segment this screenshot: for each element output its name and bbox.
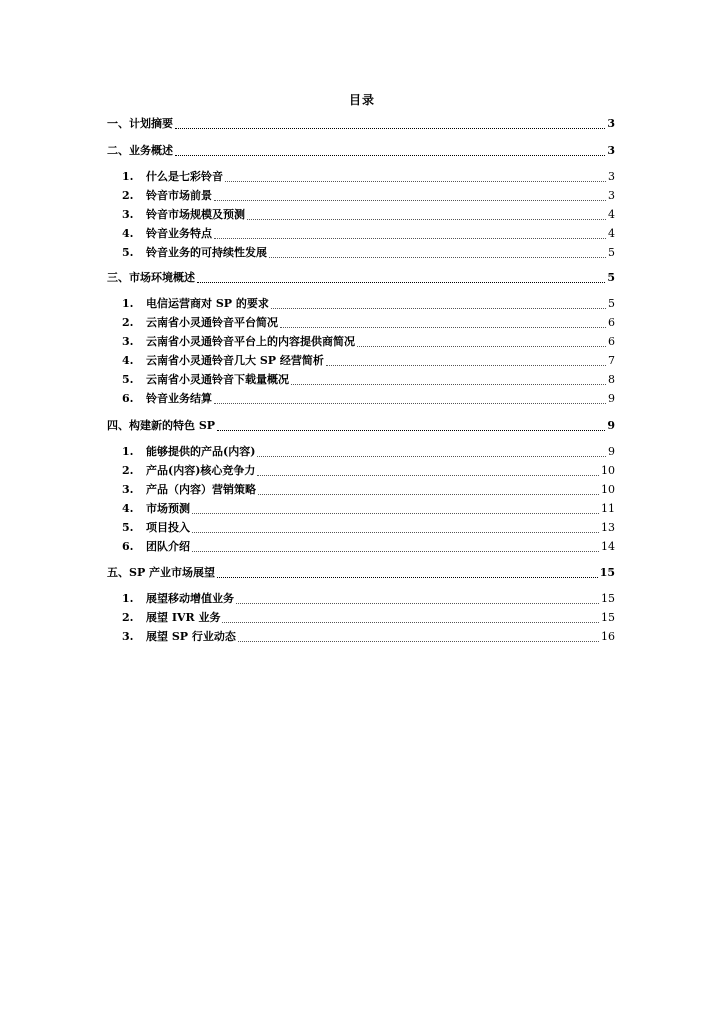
dot-leader (214, 237, 606, 239)
dot-leader (247, 218, 606, 220)
toc-title: 目录 (348, 93, 375, 107)
toc-item-number: 1. (122, 445, 134, 458)
dot-leader (192, 550, 599, 552)
toc-item-number: 1. (122, 297, 134, 310)
toc-page-number: 16 (601, 630, 615, 643)
toc-section[interactable] (107, 418, 615, 434)
toc-page-number: 8 (608, 373, 615, 386)
toc-page-number: 3 (608, 170, 615, 183)
toc-item[interactable] (107, 610, 615, 626)
dot-leader (258, 493, 599, 495)
toc-item-number: 6. (122, 392, 134, 405)
toc-item-label: 铃音业务结算 (146, 392, 212, 405)
dot-leader (175, 127, 605, 129)
toc-item-label: 团队介绍 (146, 540, 190, 553)
toc-item-label: 展望 SP 行业动态 (146, 630, 236, 643)
dot-leader (214, 199, 606, 201)
toc-item-label: 产品(内容)核心竞争力 (146, 464, 256, 477)
toc-item-number: 3. (122, 483, 134, 496)
toc-page-number: 10 (601, 483, 615, 496)
toc-page-number: 15 (601, 592, 615, 605)
toc-item-number: 5. (122, 246, 134, 259)
toc-page-number: 4 (608, 208, 615, 221)
dot-leader (217, 576, 598, 578)
toc-item-number: 5. (122, 521, 134, 534)
toc-item[interactable] (107, 226, 615, 242)
dot-leader (257, 455, 606, 457)
toc-section[interactable] (107, 565, 615, 581)
dot-leader (291, 383, 606, 385)
dot-leader (192, 512, 599, 514)
toc-page-number: 9 (608, 445, 615, 458)
toc-item[interactable] (107, 463, 615, 479)
toc-section-label: 一、计划摘要 (107, 117, 173, 130)
toc-item-label: 云南省小灵通铃音下载量概况 (146, 373, 289, 386)
toc-item[interactable] (107, 539, 615, 555)
toc-item-label: 铃音市场前景 (146, 189, 212, 202)
dot-leader (257, 474, 599, 476)
toc-item[interactable] (107, 353, 615, 369)
toc-item-label: 云南省小灵通铃音平台简况 (146, 316, 278, 329)
toc-page-number: 3 (607, 144, 615, 157)
toc-item[interactable] (107, 188, 615, 204)
toc-page-number: 9 (608, 392, 615, 405)
dot-leader (357, 345, 606, 347)
toc-item[interactable] (107, 591, 615, 607)
toc-item[interactable] (107, 501, 615, 517)
toc-item-number: 1. (122, 592, 134, 605)
toc-item[interactable] (107, 391, 615, 407)
toc-item-number: 4. (122, 502, 134, 515)
toc-item[interactable] (107, 245, 615, 261)
dot-leader (271, 307, 606, 309)
toc-item-number: 5. (122, 373, 134, 386)
dot-leader (217, 429, 605, 431)
toc-item-label: 铃音市场规模及预测 (146, 208, 245, 221)
toc-item[interactable] (107, 482, 615, 498)
toc-item-number: 2. (122, 189, 134, 202)
toc-item-label: 项目投入 (146, 521, 190, 534)
toc-item-number: 1. (122, 170, 134, 183)
toc-item-number: 3. (122, 208, 134, 221)
toc-item-label: 展望移动增值业务 (146, 592, 234, 605)
toc-item-number: 2. (122, 611, 134, 624)
toc-item-label: 什么是七彩铃音 (146, 170, 223, 183)
toc-page-number: 10 (601, 464, 615, 477)
toc-item-number: 3. (122, 630, 134, 643)
dot-leader (197, 281, 605, 283)
toc-item-number: 4. (122, 227, 134, 240)
toc-page-number: 3 (608, 189, 615, 202)
toc-item-label: 能够提供的产品(内容) (146, 445, 256, 458)
toc-section[interactable] (107, 143, 615, 159)
toc-item-label: 云南省小灵通铃音平台上的内容提供商简况 (146, 335, 355, 348)
toc-page-number: 13 (601, 521, 615, 534)
toc-item-label: 展望 IVR 业务 (146, 611, 221, 624)
toc-section[interactable] (107, 270, 615, 286)
toc-section-label: 四、构建新的特色 SP (107, 419, 216, 432)
toc-section[interactable] (107, 116, 615, 132)
toc-page-number: 5 (607, 271, 615, 284)
toc-page-number: 9 (607, 419, 615, 432)
dot-leader (280, 326, 606, 328)
toc-item[interactable] (107, 444, 615, 460)
dot-leader (222, 621, 599, 623)
toc-page-number: 15 (599, 566, 615, 579)
toc-page-number: 15 (601, 611, 615, 624)
toc-page-number: 6 (608, 335, 615, 348)
toc-item-label: 铃音业务特点 (146, 227, 212, 240)
toc-item[interactable] (107, 520, 615, 536)
toc-item-label: 市场预测 (146, 502, 190, 515)
toc-item-label: 电信运营商对 SP 的要求 (146, 297, 269, 310)
toc-page-number: 14 (601, 540, 615, 553)
toc-item-number: 6. (122, 540, 134, 553)
toc-item[interactable] (107, 169, 615, 185)
toc-page-number: 11 (601, 502, 615, 515)
toc-item-number: 3. (122, 335, 134, 348)
dot-leader (214, 402, 606, 404)
dot-leader (236, 602, 599, 604)
dot-leader (225, 180, 606, 182)
toc-page-number: 3 (607, 117, 615, 130)
toc-item-number: 4. (122, 354, 134, 367)
dot-leader (192, 531, 599, 533)
toc-item[interactable] (107, 372, 615, 388)
toc-item[interactable] (107, 334, 615, 350)
toc-item[interactable] (107, 207, 615, 223)
toc-item[interactable] (107, 629, 615, 645)
toc-item-label: 产品（内容）营销策略 (146, 483, 256, 496)
toc-item-label: 云南省小灵通铃音几大 SP 经营简析 (146, 354, 324, 367)
toc-item-number: 2. (122, 316, 134, 329)
dot-leader (326, 364, 606, 366)
toc-page-number: 5 (608, 297, 615, 310)
toc-item-number: 2. (122, 464, 134, 477)
toc-section-label: 二、业务概述 (107, 144, 173, 157)
toc-page-number: 6 (608, 316, 615, 329)
toc-page-number: 5 (608, 246, 615, 259)
dot-leader (238, 640, 599, 642)
toc-page-number: 4 (608, 227, 615, 240)
dot-leader (175, 154, 605, 156)
toc-section-label: 三、市场环境概述 (107, 271, 195, 284)
toc-section-label: 五、SP 产业市场展望 (107, 566, 216, 579)
dot-leader (269, 256, 606, 258)
toc-page-number: 7 (608, 354, 615, 367)
toc-item[interactable] (107, 296, 615, 312)
toc-item[interactable] (107, 315, 615, 331)
toc-item-label: 铃音业务的可持续性发展 (146, 246, 267, 259)
